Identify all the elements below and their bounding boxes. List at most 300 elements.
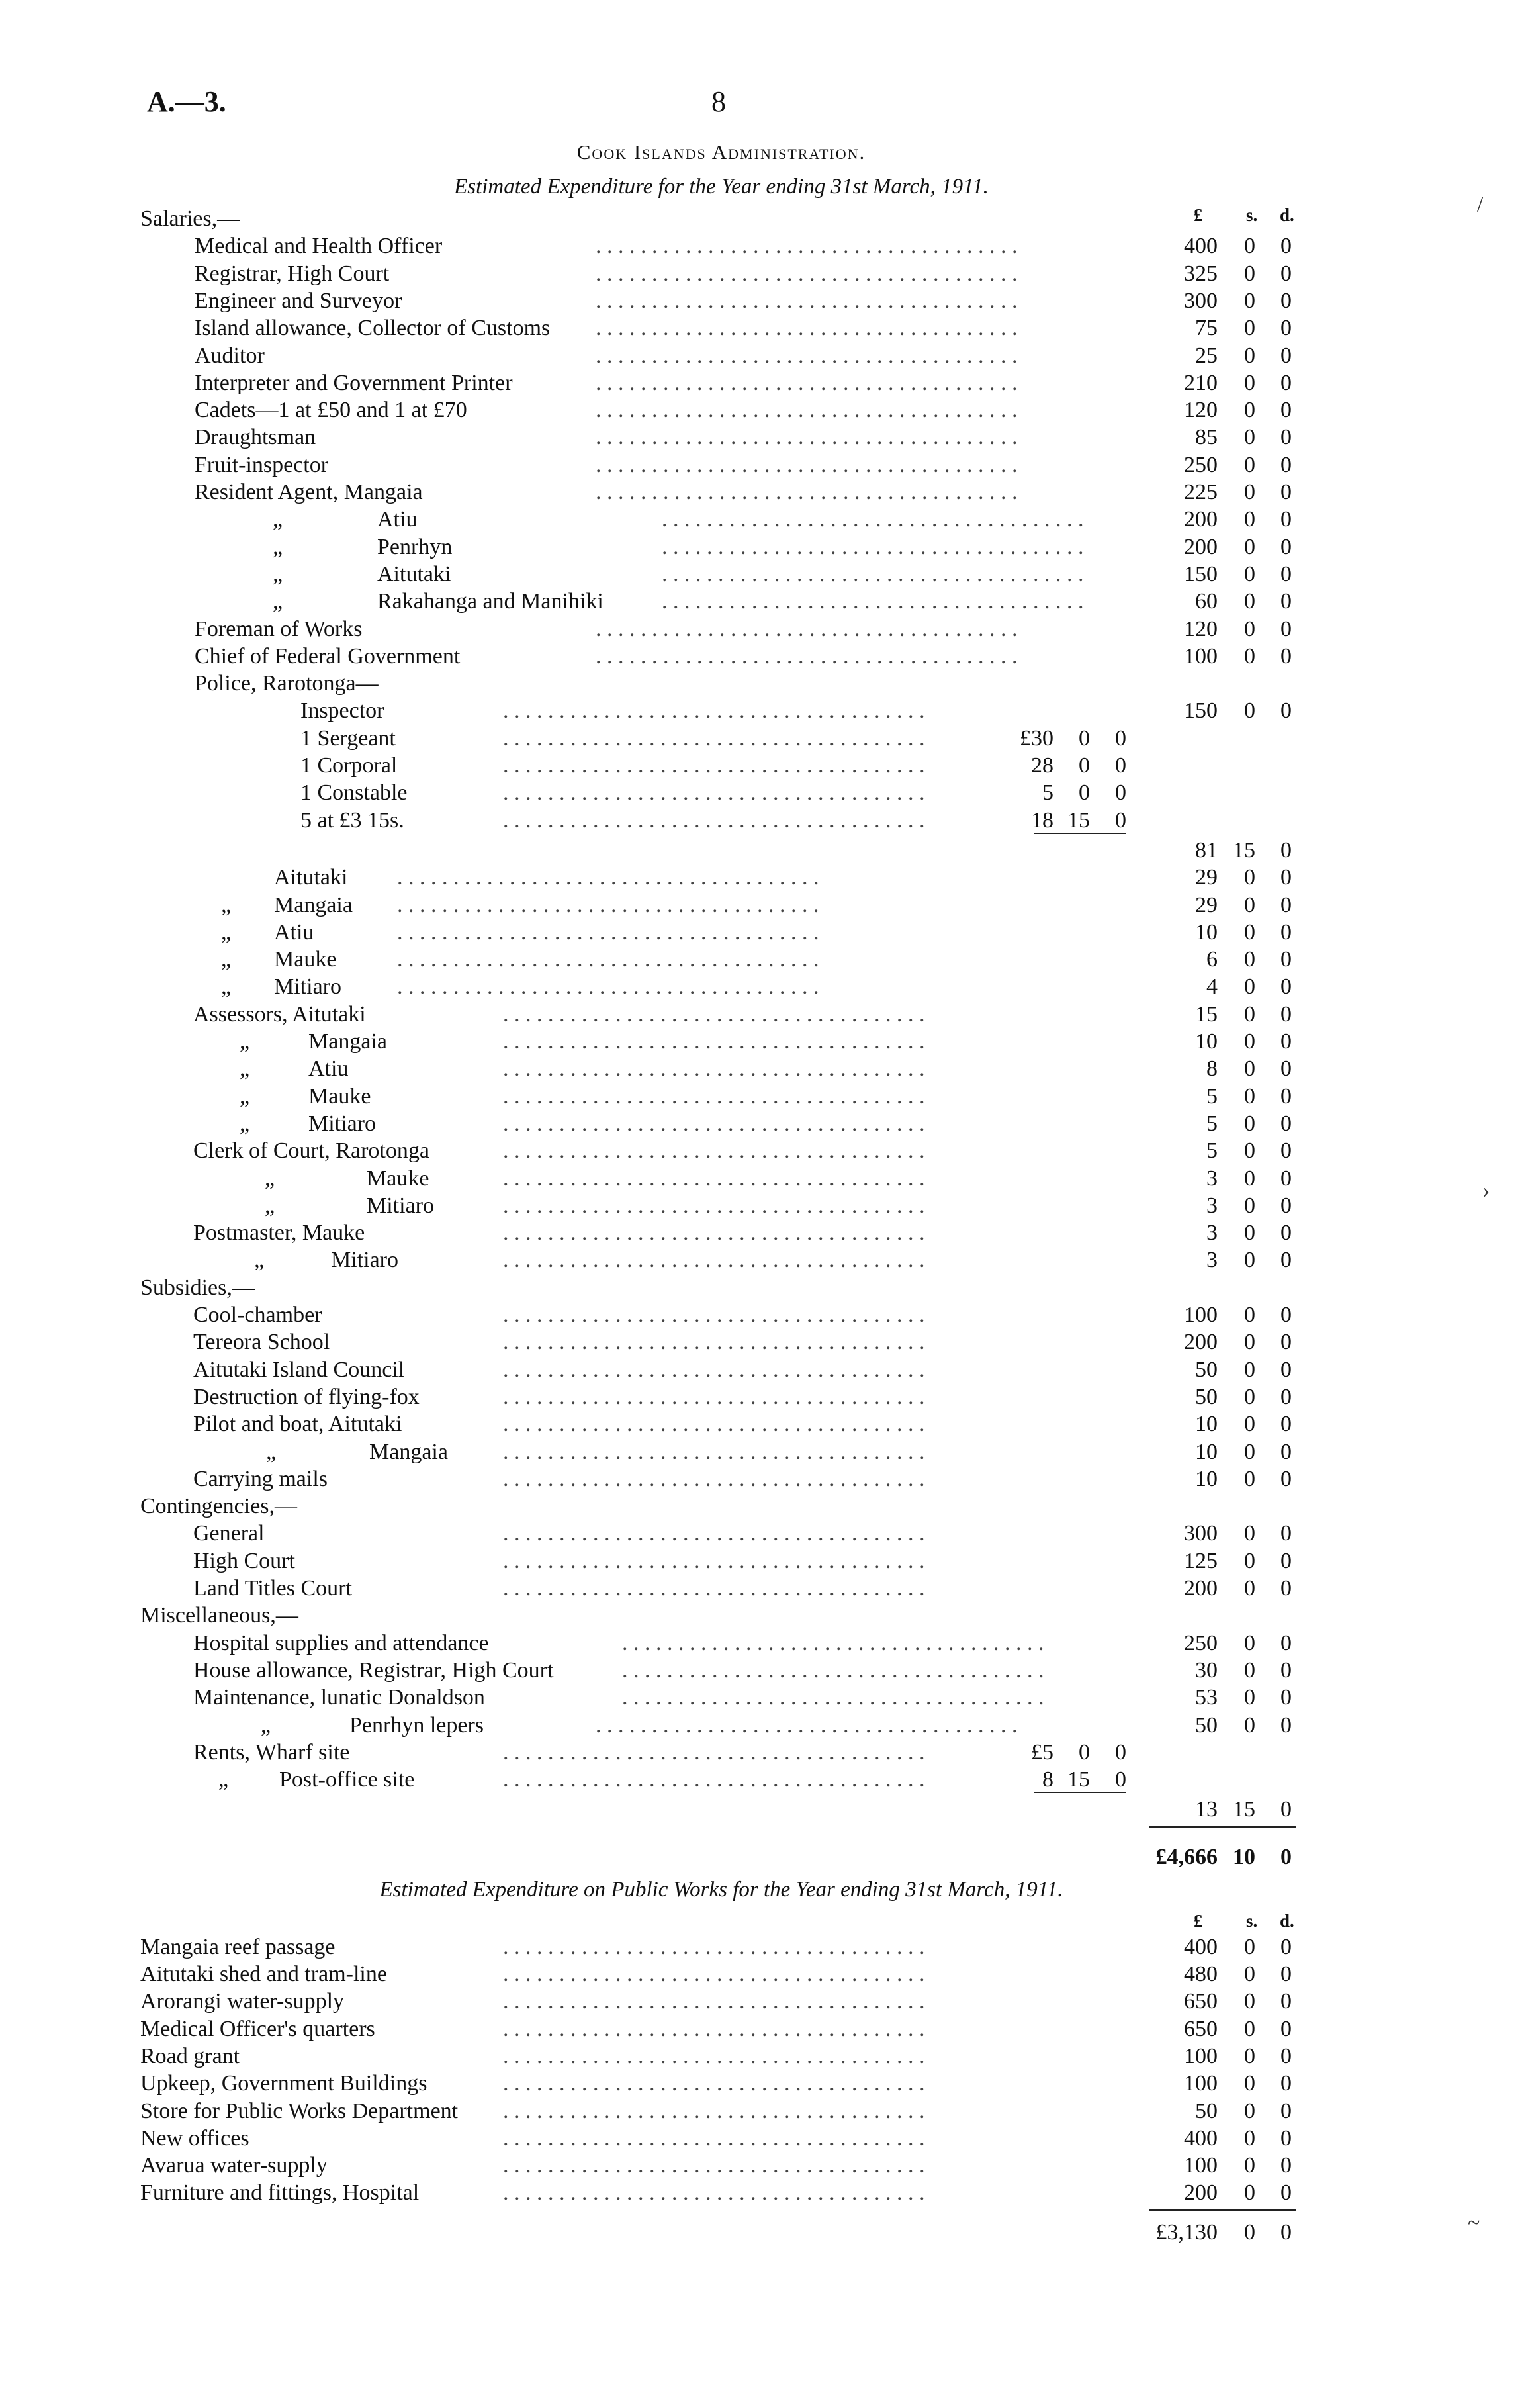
leader-dots: . . . . . . . . . . . . . . . . . . . . . . . . . . . . . . . . . . . . . . (622, 1630, 1044, 1655)
salary-row (0, 369, 1524, 397)
document-title: Cook Islands Administration. (576, 140, 866, 163)
amount-pence: 0 (1280, 2219, 1292, 2245)
amount-pounds: 10 (1195, 919, 1218, 945)
amount-pounds: 85 (1195, 425, 1218, 450)
amount-shillings: 0 (1244, 2016, 1255, 2041)
leader-dots: . . . . . . . . . . . . . . . . . . . . . . . . . . . . . . . . . . . . . . (596, 398, 1018, 423)
amount-pence: 0 (1280, 1193, 1292, 1218)
amount-shillings: 0 (1244, 1630, 1255, 1655)
amount-pence: 0 (1280, 1521, 1292, 1546)
salary-row (0, 506, 1524, 533)
amount-shillings: 15 (1067, 808, 1090, 833)
item-label: Rakahanga and Manihiki (377, 589, 604, 614)
ditto-mark: „ (240, 1029, 250, 1054)
section-heading: Police, Rarotonga— (195, 671, 379, 696)
leader-dots: . . . . . . . . . . . . . . . . . . . . . . . . . . . . . . . . . . . . . . (596, 616, 1018, 641)
amount-pounds: 8 (1042, 1767, 1053, 1792)
public-works-row (0, 2015, 1524, 2043)
police-sub-row (0, 779, 1524, 807)
item-label: Atiu (274, 919, 314, 945)
amount-pence: 0 (1280, 452, 1292, 477)
public-works-row (0, 2179, 1524, 2207)
margin-mark: › (1482, 1178, 1490, 1203)
amount-pence: 0 (1280, 288, 1292, 313)
clerk-row (0, 1137, 1524, 1165)
amount-pounds: 250 (1184, 452, 1218, 477)
leader-dots: . . . . . . . . . . . . . . . . . . . . . . . . . . . . . . . . . . . . . . (503, 1384, 925, 1409)
amount-shillings: 0 (1244, 1221, 1255, 1246)
amount-pounds: 50 (1195, 1712, 1218, 1737)
assessor-row (0, 1028, 1524, 1056)
amount-shillings: 0 (1244, 1962, 1255, 1986)
item-label: Mitiaro (308, 1111, 376, 1136)
leader-dots: . . . . . . . . . . . . . . . . . . . . . . . . . . . . . . . . . . . . . . (503, 1056, 925, 1082)
amount-pounds: 100 (1184, 2043, 1218, 2068)
amount-shillings: 0 (1244, 919, 1255, 945)
amount-pence: 0 (1280, 1576, 1292, 1600)
amount-pence: 0 (1280, 1439, 1292, 1464)
amount-shillings: 0 (1244, 534, 1255, 559)
ditto-mark: „ (266, 1439, 277, 1464)
item-label: Aitutaki (274, 865, 348, 890)
salary-row (0, 479, 1524, 506)
amount-pence: 0 (1280, 1111, 1292, 1136)
grand-total-rule (1149, 1826, 1296, 1828)
amount-shillings: 0 (1244, 1029, 1255, 1054)
amount-pence: 0 (1115, 1767, 1126, 1792)
amount-pence: 0 (1280, 947, 1292, 972)
leader-dots: . . . . . . . . . . . . . . . . . . . . . . . . . . . . . . . . . . . . . . (503, 698, 925, 723)
amount-pounds: 300 (1184, 1521, 1218, 1546)
amount-pence: 0 (1280, 2016, 1292, 2041)
police-island-row (0, 864, 1524, 892)
amount-pence: 0 (1280, 1221, 1292, 1246)
amount-pounds: 200 (1184, 1330, 1218, 1355)
salary-row (0, 561, 1524, 588)
amount-pounds: 15 (1195, 1001, 1218, 1027)
leader-dots: . . . . . . . . . . . . . . . . . . . . . . . . . . . . . . . . . . . . . . (503, 1001, 925, 1027)
item-label: Mauke (367, 1166, 429, 1191)
amount-pence: 0 (1280, 616, 1292, 641)
amount-shillings: 0 (1244, 507, 1255, 532)
misc-row (0, 1712, 1524, 1739)
item-label: 1 Corporal (300, 753, 398, 778)
amount-pounds: 200 (1184, 507, 1218, 532)
amount-pence: 0 (1115, 753, 1126, 778)
leader-dots: . . . . . . . . . . . . . . . . . . . . . . . . . . . . . . . . . . . . . . (503, 1193, 925, 1218)
misc-row (0, 1630, 1524, 1657)
margin-mark: ~ (1468, 2211, 1480, 2235)
amount-pounds: 10 (1195, 1029, 1218, 1054)
amount-pounds: 50 (1195, 1384, 1218, 1409)
item-label: Mauke (308, 1084, 371, 1109)
amount-pounds: 18 (1031, 808, 1053, 833)
leader-dots: . . . . . . . . . . . . . . . . . . . . . . . . . . . . . . . . . . . . . . (503, 1739, 925, 1765)
item-label: Rents, Wharf site (193, 1739, 350, 1765)
amount-pence: 0 (1280, 316, 1292, 341)
contingency-row (0, 1575, 1524, 1602)
subsidy-row (0, 1383, 1524, 1411)
item-label: Interpreter and Government Printer (195, 370, 513, 395)
amount-pounds: 5 (1042, 780, 1053, 806)
amount-pence: 0 (1280, 2043, 1292, 2068)
public-works-title: Estimated Expenditure on Public Works for the Year ending 31st March, 1911. (379, 1877, 1063, 1902)
public-works-total-row (0, 2219, 1524, 2246)
salary-row (0, 424, 1524, 451)
amount-pence: 0 (1280, 589, 1292, 614)
police-subtotal-rule (1034, 833, 1126, 834)
item-label: Aitutaki shed and tram-line (140, 1962, 387, 1986)
salary-row (0, 533, 1524, 561)
amount-shillings: 0 (1244, 974, 1255, 999)
amount-pounds: 100 (1184, 643, 1218, 669)
item-label: Upkeep, Government Buildings (140, 2071, 427, 2096)
item-label: Mangaia reef passage (140, 1934, 336, 1959)
amount-shillings: 0 (1244, 643, 1255, 669)
leader-dots: . . . . . . . . . . . . . . . . . . . . . . . . . . . . . . . . . . . . . . (662, 589, 1084, 614)
subsidy-row (0, 1301, 1524, 1329)
amount-pounds: 10 (1195, 1412, 1218, 1437)
police-inspector-row (0, 697, 1524, 725)
police-island-row (0, 946, 1524, 974)
amount-shillings: 0 (1244, 2071, 1255, 2096)
item-label: Atiu (308, 1056, 349, 1082)
leader-dots: . . . . . . . . . . . . . . . . . . . . . . . . . . . . . . . . . . . . . . (662, 561, 1084, 586)
item-label: House allowance, Registrar, High Court (193, 1657, 554, 1683)
amount-shillings: 0 (1244, 1685, 1255, 1710)
assessor-row (0, 1083, 1524, 1111)
leader-dots: . . . . . . . . . . . . . . . . . . . . . . . . . . . . . . . . . . . . . . (503, 1084, 925, 1109)
item-label: Cool-chamber (193, 1303, 322, 1327)
amount-pounds: 325 (1184, 261, 1218, 286)
amount-pounds: 10 (1195, 1439, 1218, 1464)
pence-column-header: d. (1280, 1910, 1294, 1931)
amount-shillings: 0 (1244, 370, 1255, 395)
leader-dots: . . . . . . . . . . . . . . . . . . . . . . . . . . . . . . . . . . . . . . (596, 480, 1018, 504)
amount-shillings: 0 (1244, 234, 1255, 259)
amount-shillings: 0 (1244, 1303, 1255, 1327)
amount-pence: 0 (1280, 1548, 1292, 1573)
item-label: Registrar, High Court (195, 261, 390, 286)
amount-pounds: 100 (1184, 2153, 1218, 2178)
amount-pence: 0 (1280, 2098, 1292, 2123)
amount-shillings: 0 (1244, 2153, 1255, 2178)
item-label: Mitiaro (331, 1248, 398, 1273)
amount-pounds: 6 (1206, 947, 1218, 972)
leader-dots: . . . . . . . . . . . . . . . . . . . . . . . . . . . . . . . . . . . . . . (397, 974, 819, 999)
amount-pence: 0 (1280, 1056, 1292, 1082)
amount-pounds: 3 (1206, 1248, 1218, 1273)
leader-dots: . . . . . . . . . . . . . . . . . . . . . . . . . . . . . . . . . . . . . . (503, 753, 925, 778)
pounds-column-header: £ (1194, 1910, 1203, 1931)
police-sub-row (0, 807, 1524, 835)
leader-dots: . . . . . . . . . . . . . . . . . . . . . . . . . . . . . . . . . . . . . . (596, 452, 1018, 477)
amount-pounds: 28 (1031, 753, 1053, 778)
amount-pence: 0 (1280, 480, 1292, 504)
amount-pounds: 300 (1184, 288, 1218, 313)
amount-pounds: 650 (1184, 1989, 1218, 2014)
pounds-column-header: £ (1194, 205, 1203, 225)
item-label: General (193, 1521, 265, 1546)
leader-dots: . . . . . . . . . . . . . . . . . . . . . . . . . . . . . . . . . . . . . . (503, 1767, 925, 1792)
amount-pence: 0 (1280, 1138, 1292, 1164)
salary-row (0, 232, 1524, 260)
leader-dots: . . . . . . . . . . . . . . . . . . . . . . . . . . . . . . . . . . . . . . (503, 2071, 925, 2096)
amount-pounds: £3,130 (1155, 2219, 1218, 2245)
subsidy-row (0, 1328, 1524, 1356)
salary-row (0, 396, 1524, 424)
ditto-mark: „ (221, 892, 232, 917)
amount-pence: 0 (1115, 780, 1126, 806)
amount-shillings: 0 (1244, 1657, 1255, 1683)
amount-pence: 0 (1280, 1357, 1292, 1382)
police-sub-row (0, 752, 1524, 780)
amount-pence: 0 (1280, 698, 1292, 723)
amount-shillings: 0 (1079, 725, 1090, 751)
leader-dots: . . . . . . . . . . . . . . . . . . . . . . . . . . . . . . . . . . . . . . (397, 892, 819, 917)
amount-pence: 0 (1280, 1303, 1292, 1327)
leader-dots: . . . . . . . . . . . . . . . . . . . . . . . . . . . . . . . . . . . . . . (622, 1685, 1044, 1710)
amount-shillings: 0 (1244, 2098, 1255, 2123)
public-works-total-rule (1149, 2209, 1296, 2211)
item-label: Engineer and Surveyor (195, 288, 402, 313)
amount-pounds: 5 (1206, 1084, 1218, 1109)
salary-row (0, 287, 1524, 315)
amount-pounds: 120 (1184, 616, 1218, 641)
subsidy-row (0, 1465, 1524, 1493)
police-island-row (0, 973, 1524, 1001)
amount-shillings: 0 (1244, 1934, 1255, 1959)
item-label: Chief of Federal Government (195, 643, 461, 669)
assessor-row (0, 1110, 1524, 1138)
amount-pounds: 3 (1206, 1221, 1218, 1246)
amount-shillings: 0 (1244, 261, 1255, 286)
amount-shillings: 0 (1244, 1989, 1255, 2014)
amount-pounds: 200 (1184, 2180, 1218, 2205)
amount-pounds: 225 (1184, 480, 1218, 504)
amount-pounds: 100 (1184, 2071, 1218, 2096)
leader-dots: . . . . . . . . . . . . . . . . . . . . . . . . . . . . . . . . . . . . . . (397, 947, 819, 972)
leader-dots: . . . . . . . . . . . . . . . . . . . . . . . . . . . . . . . . . . . . . . (397, 919, 819, 945)
leader-dots: . . . . . . . . . . . . . . . . . . . . . . . . . . . . . . . . . . . . . . (503, 2125, 925, 2151)
amount-pence: 0 (1280, 1962, 1292, 1986)
item-label: Clerk of Court, Rarotonga (193, 1138, 429, 1164)
item-label: Mitiaro (274, 974, 341, 999)
public-works-row (0, 2152, 1524, 2180)
ditto-mark: „ (254, 1248, 265, 1273)
expenditure-subtitle: Estimated Expenditure for the Year ending 31st March, 1911. (454, 175, 989, 199)
item-label: Hospital supplies and attendance (193, 1630, 489, 1655)
item-label: Store for Public Works Department (140, 2098, 459, 2123)
amount-pounds: 50 (1195, 1357, 1218, 1382)
amount-pounds: 13 (1195, 1797, 1218, 1822)
amount-shillings: 0 (1244, 1001, 1255, 1027)
ditto-mark: „ (261, 1712, 271, 1737)
amount-shillings: 0 (1244, 288, 1255, 313)
amount-pence: 0 (1280, 1001, 1292, 1027)
amount-shillings: 0 (1244, 561, 1255, 586)
leader-dots: . . . . . . . . . . . . . . . . . . . . . . . . . . . . . . . . . . . . . . (503, 2016, 925, 2041)
amount-pounds: £4,666 (1155, 1844, 1218, 1869)
amount-shillings: 0 (1244, 1548, 1255, 1573)
ditto-mark: „ (221, 947, 232, 972)
amount-pounds: 480 (1184, 1962, 1218, 1986)
amount-shillings: 0 (1244, 1330, 1255, 1355)
amount-pounds: 29 (1195, 865, 1218, 890)
amount-pence: 0 (1280, 1712, 1292, 1737)
amount-pence: 0 (1280, 234, 1292, 259)
amount-shillings: 0 (1244, 2180, 1255, 2205)
amount-shillings: 0 (1244, 1412, 1255, 1437)
public-works-row (0, 2125, 1524, 2153)
police-subtotal-row (0, 837, 1524, 864)
amount-pounds: 50 (1195, 2098, 1218, 2123)
item-label: Mangaia (308, 1029, 387, 1054)
amount-pence: 0 (1280, 425, 1292, 450)
public-works-row (0, 2070, 1524, 2098)
amount-pence: 0 (1280, 837, 1292, 862)
amount-pounds: 75 (1195, 316, 1218, 341)
amount-shillings: 0 (1244, 1193, 1255, 1218)
subsidy-row (0, 1411, 1524, 1438)
item-label: New offices (140, 2125, 249, 2151)
leader-dots: . . . . . . . . . . . . . . . . . . . . . . . . . . . . . . . . . . . . . . (596, 370, 1018, 395)
leader-dots: . . . . . . . . . . . . . . . . . . . . . . . . . . . . . . . . . . . . . . (596, 425, 1018, 450)
amount-pounds: 53 (1195, 1685, 1218, 1710)
amount-pounds: 81 (1195, 837, 1218, 862)
postmaster-row (0, 1246, 1524, 1274)
amount-shillings: 0 (1244, 2219, 1255, 2245)
section-heading: Miscellaneous,— (140, 1603, 298, 1628)
leader-dots: . . . . . . . . . . . . . . . . . . . . . . . . . . . . . . . . . . . . . . (503, 1111, 925, 1136)
amount-pence: 0 (1280, 1934, 1292, 1959)
amount-pence: 0 (1280, 1657, 1292, 1683)
amount-shillings: 0 (1244, 1166, 1255, 1191)
amount-shillings: 0 (1244, 2043, 1255, 2068)
leader-dots: . . . . . . . . . . . . . . . . . . . . . . . . . . . . . . . . . . . . . . (397, 865, 819, 890)
misc-row (0, 1684, 1524, 1712)
amount-shillings: 0 (1244, 589, 1255, 614)
item-label: Mangaia (274, 892, 353, 917)
item-label: Medical and Health Officer (195, 234, 443, 259)
leader-dots: . . . . . . . . . . . . . . . . . . . . . . . . . . . . . . . . . . . . . . (503, 1138, 925, 1164)
margin-mark: / (1477, 192, 1484, 216)
amount-shillings: 0 (1244, 865, 1255, 890)
amount-pounds: 30 (1195, 1657, 1218, 1683)
item-label: Destruction of flying-fox (193, 1384, 420, 1409)
leader-dots: . . . . . . . . . . . . . . . . . . . . . . . . . . . . . . . . . . . . . . (662, 507, 1084, 532)
leader-dots: . . . . . . . . . . . . . . . . . . . . . . . . . . . . . . . . . . . . . . (596, 316, 1018, 341)
amount-pence: 0 (1280, 370, 1292, 395)
item-label: Cadets—1 at £50 and 1 at £70 (195, 398, 467, 423)
public-works-row (0, 1961, 1524, 1988)
amount-shillings: 0 (1244, 892, 1255, 917)
amount-pence: 0 (1280, 643, 1292, 669)
leader-dots: . . . . . . . . . . . . . . . . . . . . . . . . . . . . . . . . . . . . . . (503, 725, 925, 751)
amount-shillings: 0 (1244, 1248, 1255, 1273)
item-label: Mauke (274, 947, 337, 972)
amount-shillings: 0 (1244, 1384, 1255, 1409)
ditto-mark: „ (240, 1084, 250, 1109)
salary-row (0, 260, 1524, 288)
amount-shillings: 0 (1244, 947, 1255, 972)
salary-row (0, 643, 1524, 671)
amount-shillings: 0 (1244, 1521, 1255, 1546)
public-works-row (0, 1933, 1524, 1961)
amount-pence: 0 (1280, 2153, 1292, 2178)
salary-row (0, 588, 1524, 616)
amount-pounds: 400 (1184, 1934, 1218, 1959)
leader-dots: . . . . . . . . . . . . . . . . . . . . . . . . . . . . . . . . . . . . . . (503, 1576, 925, 1600)
amount-shillings: 10 (1233, 1844, 1255, 1869)
salary-row (0, 342, 1524, 370)
amount-pence: 0 (1280, 561, 1292, 586)
leader-dots: . . . . . . . . . . . . . . . . . . . . . . . . . . . . . . . . . . . . . . (503, 1221, 925, 1246)
amount-pence: 0 (1280, 1084, 1292, 1109)
item-label: Penrhyn lepers (349, 1712, 484, 1737)
police-sub-row (0, 725, 1524, 753)
leader-dots: . . . . . . . . . . . . . . . . . . . . . . . . . . . . . . . . . . . . . . (503, 1412, 925, 1437)
amount-shillings: 0 (1244, 316, 1255, 341)
ditto-mark: „ (273, 589, 283, 614)
amount-pence: 0 (1280, 892, 1292, 917)
leader-dots: . . . . . . . . . . . . . . . . . . . . . . . . . . . . . . . . . . . . . . (503, 1934, 925, 1959)
amount-pence: 0 (1280, 2180, 1292, 2205)
amount-shillings: 0 (1244, 1466, 1255, 1491)
amount-pounds: 8 (1206, 1056, 1218, 1082)
leader-dots: . . . . . . . . . . . . . . . . . . . . . . . . . . . . . . . . . . . . . . (503, 2043, 925, 2068)
shillings-column-header: s. (1246, 205, 1258, 225)
item-label: Resident Agent, Mangaia (195, 480, 423, 504)
ditto-mark: „ (265, 1166, 275, 1191)
section-heading: Salaries,— (140, 207, 240, 231)
item-label: Aitutaki Island Council (193, 1357, 405, 1382)
assessor-row (0, 1001, 1524, 1029)
ditto-mark: „ (265, 1193, 275, 1218)
amount-shillings: 0 (1079, 753, 1090, 778)
leader-dots: . . . . . . . . . . . . . . . . . . . . . . . . . . . . . . . . . . . . . . (503, 1357, 925, 1382)
amount-pounds: 29 (1195, 892, 1218, 917)
amount-pounds: 150 (1184, 561, 1218, 586)
leader-dots: . . . . . . . . . . . . . . . . . . . . . . . . . . . . . . . . . . . . . . (503, 1548, 925, 1573)
amount-shillings: 0 (1244, 616, 1255, 641)
amount-shillings: 0 (1079, 1739, 1090, 1765)
amount-pounds: 3 (1206, 1166, 1218, 1191)
amount-pounds: 25 (1195, 343, 1218, 368)
leader-dots: . . . . . . . . . . . . . . . . . . . . . . . . . . . . . . . . . . . . . . (622, 1657, 1044, 1683)
subsidy-row (0, 1356, 1524, 1384)
amount-pence: 0 (1115, 1739, 1126, 1765)
contingency-row (0, 1548, 1524, 1575)
leader-dots: . . . . . . . . . . . . . . . . . . . . . . . . . . . . . . . . . . . . . . (503, 1962, 925, 1986)
amount-shillings: 0 (1244, 1712, 1255, 1737)
item-label: Pilot and boat, Aitutaki (193, 1412, 402, 1437)
item-label: Assessors, Aitutaki (193, 1001, 366, 1027)
section-heading: Subsidies,— (140, 1275, 255, 1300)
leader-dots: . . . . . . . . . . . . . . . . . . . . . . . . . . . . . . . . . . . . . . (503, 1521, 925, 1546)
item-label: 1 Constable (300, 780, 408, 806)
clerk-row (0, 1165, 1524, 1193)
amount-shillings: 0 (1244, 1056, 1255, 1082)
item-label: Post-office site (279, 1767, 415, 1792)
amount-pence: 0 (1280, 1797, 1292, 1822)
amount-pence: 0 (1280, 507, 1292, 532)
leader-dots: . . . . . . . . . . . . . . . . . . . . . . . . . . . . . . . . . . . . . . (503, 2153, 925, 2178)
ditto-mark: „ (273, 534, 283, 559)
leader-dots: . . . . . . . . . . . . . . . . . . . . . . . . . . . . . . . . . . . . . . (503, 1166, 925, 1191)
grand-total-row (0, 1843, 1524, 1871)
amount-pence: 0 (1280, 398, 1292, 423)
